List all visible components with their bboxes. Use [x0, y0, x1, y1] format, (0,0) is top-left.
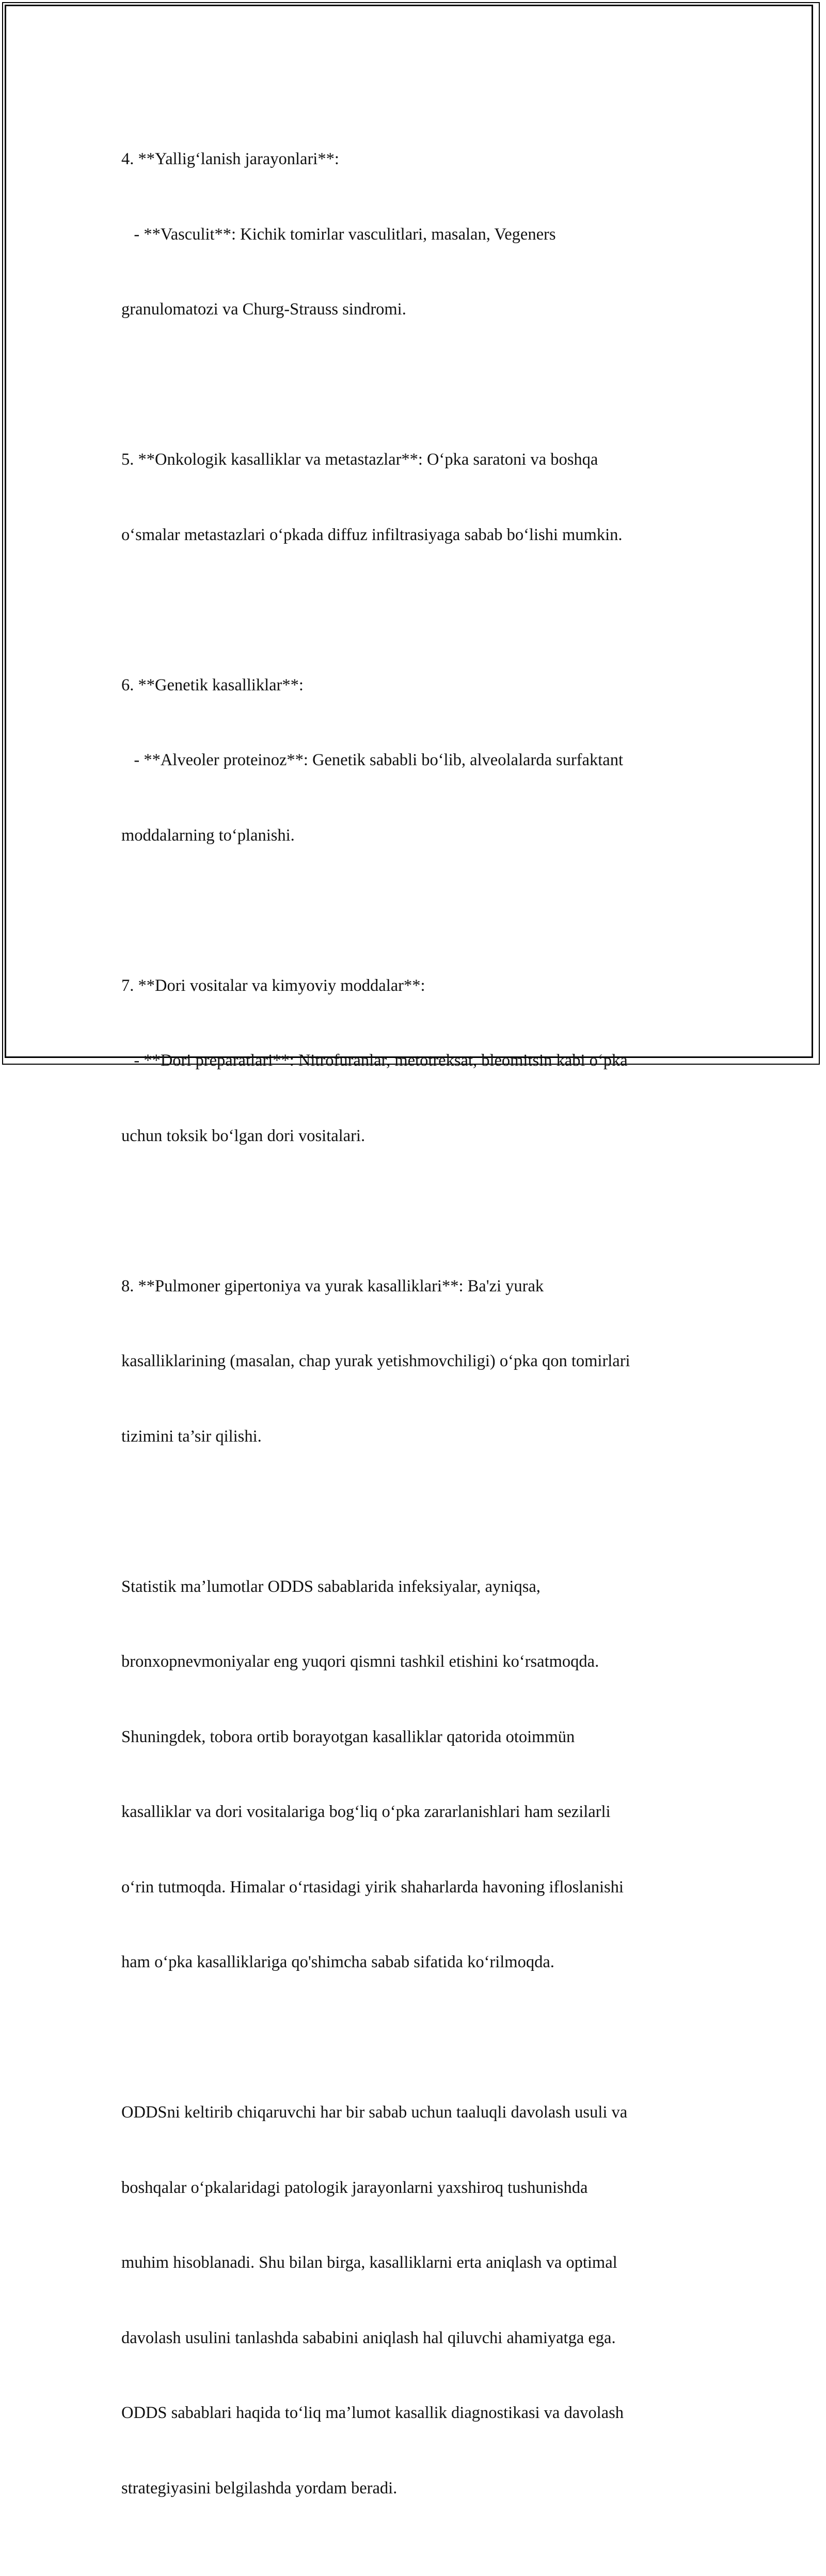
paragraph-statistics [121, 1524, 710, 2025]
paragraph-line: uchun toksik bo‘lgan dori vositalari. [121, 1126, 366, 1145]
paragraph-drugs [121, 923, 710, 1199]
paragraph-inflammatory [121, 97, 710, 372]
paragraph-line: 8. **Pulmoner gipertoniya va yurak kasalliklari**: Ba'zi yurak [121, 1276, 544, 1295]
paragraph-conclusion [121, 2050, 710, 2551]
paragraph-line: 5. **Onkologik kasalliklar va metastazlar**: O‘pka saratoni va boshqa [121, 450, 598, 469]
document-body [121, 97, 710, 2576]
paragraph-line: granulomatozi va Churg-Strauss sindromi. [121, 300, 406, 319]
paragraph-line: kasalliklar va dori vositalariga bog‘liq o‘pka zararlanishlari ham sezilarli [121, 1803, 611, 1821]
paragraph-line: Shuningdek, tobora ortib borayotgan kasalliklar qatorida otoimmün [121, 1727, 575, 1746]
paragraph-line: bronxopnevmoniyalar eng yuqori qismni tashkil etishini ko‘rsatmoqda. [121, 1652, 599, 1671]
paragraph-line: o‘rin tutmoqda. Himalar o‘rtasidagi yirik shaharlarda havoning ifloslanishi [121, 1877, 624, 1897]
paragraph-line: Statistik ma’lumotlar ODDS sabablarida infeksiyalar, ayniqsa, [121, 1577, 541, 1596]
paragraph-line: ODDSni keltirib chiqaruvchi har bir sabab uchun taaluqli davolash usuli va [121, 2103, 628, 2122]
paragraph-line: 6. **Genetik kasalliklar**: [121, 675, 304, 694]
paragraph-line: muhim hisoblanadi. Shu bilan birga, kasalliklarni erta aniqlash va optimal [121, 2253, 617, 2272]
paragraph-line: o‘smalar metastazlari o‘pkada diffuz infiltrasiyaga sabab bo‘lishi mumkin. [121, 525, 623, 544]
paragraph-line: ham o‘pka kasalliklariga qo'shimcha sabab sifatida ko‘rilmoqda. [121, 1953, 554, 1971]
paragraph-line: davolash usulini tanlashda sababini aniqlash hal qiluvchi ahamiyatga ega. [121, 2328, 616, 2347]
paragraph-oncologic [121, 397, 710, 597]
paragraph-line: 7. **Dori vositalar va kimyoviy moddalar**: [121, 976, 425, 995]
paragraph-line: strategiyasini belgilashda yordam beradi. [121, 2478, 398, 2498]
paragraph-line: tizimini ta’sir qilishi. [121, 1427, 262, 1446]
paragraph-line: ODDS sabablari haqida to‘liq ma’lumot kasallik diagnostikasi va davolash [121, 2404, 624, 2422]
paragraph-genetic [121, 623, 710, 898]
paragraph-line: boshqalar o‘pkalaridagi patologik jarayonlarni yaxshiroq tushunishda [121, 2178, 588, 2197]
paragraph-line: - **Vasculit**: Kichik tomirlar vasculitlari, masalan, Vegeners [121, 225, 556, 244]
paragraph-line: 4. **Yallig‘lanish jarayonlari**: [121, 150, 339, 168]
paragraph-line: - **Dori preparatlari**: Nitrofuranlar, metotreksat, bleomitsin kabi o‘pka [121, 1051, 628, 1070]
paragraph-line: kasalliklarining (masalan, chap yurak yetishmovchiligi) o‘pka qon tomirlari [121, 1352, 630, 1370]
paragraph-line: - **Alveoler proteinoz**: Genetik sababli bo‘lib, alveolalarda surfaktant [121, 751, 623, 769]
paragraph-pulmonary-hypertension [121, 1224, 710, 1499]
paragraph-line: moddalarning to‘planishi. [121, 826, 295, 845]
